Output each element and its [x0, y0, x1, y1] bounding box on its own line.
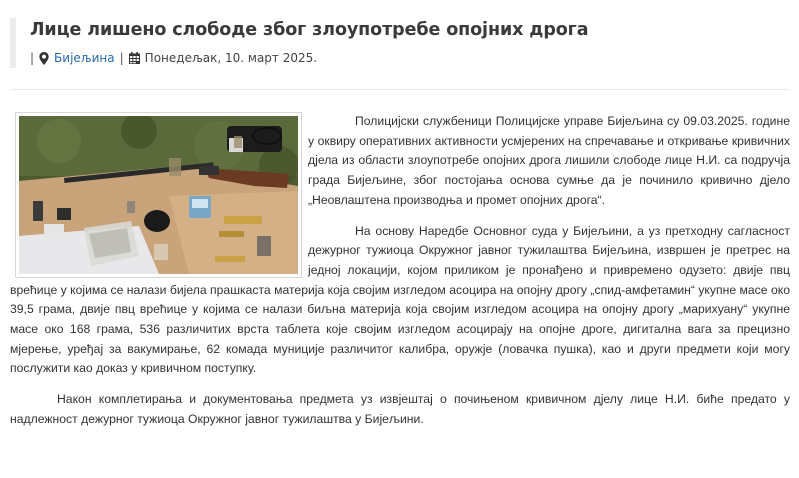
article-paragraph: На основу Наредбе Основног суда у Бијељини, а уз претходну сагласност дежурног тужиоца Окружног јавног тужилаштва Бијељина, извршен је претрес на једној локацији, којом приликом је пронађено и привремено одузето: двије пвц врећице у којима се налази бијела прашкаста материја која својим изгледом асоцира на опојну дрогу „спид-амфетамин“ укупне масе око 39,5 грама, двије пвц врећице у којима се налази биљна материја која својим изгледом асоцира на опојну дрогу „марихуану“ укупне масе око 168 грама, 536 различитих врста таблета које својим изгледом асоцирају на опојне дроге, дигитална вага за прецизно мјерење, уређај за вакумирање, 62 комада муниције различитог калибра, оружје (ловачка пушка), као и други предмети који могу послужити као доказ у кривичном поступку.	[10, 223, 790, 376]
publish-date: Понедељак, 10. март 2025.	[144, 51, 318, 65]
article-header	[10, 18, 790, 68]
photo-spacer	[10, 112, 308, 280]
meta-separator: |	[119, 51, 124, 65]
page-title: Лице лишено слободе због злоупотребе опојних дрога	[30, 20, 589, 40]
calendar-icon	[129, 52, 140, 64]
meta-separator: |	[30, 51, 35, 65]
article-paragraph: Полицијски службеници Полицијске управе Бијељина су 09.03.2025. године у оквиру оперативних активности усмјерених на спречавање и откривање кривичних дјела из области злоупотребе опојних дрога лишили слободе лице Н.И. са подручја града Бијељине, због постојања основа сумње да је починило кривично дјело „Неовлаштена производња и промет опојних дрога“.	[308, 114, 790, 207]
article-body	[10, 112, 790, 441]
article-meta	[30, 50, 790, 66]
location-link[interactable]: Бијељина	[54, 51, 115, 65]
article-paragraph: Након комплетирања и документовања предмета уз извјештај о почињеном кривичном дјелу лице Н.И. биће предато у надлежност дежурног тужиоца Окружног јавног тужилаштва у Бијељини.	[10, 392, 790, 426]
header-divider	[10, 89, 790, 90]
map-pin-icon	[39, 52, 49, 65]
